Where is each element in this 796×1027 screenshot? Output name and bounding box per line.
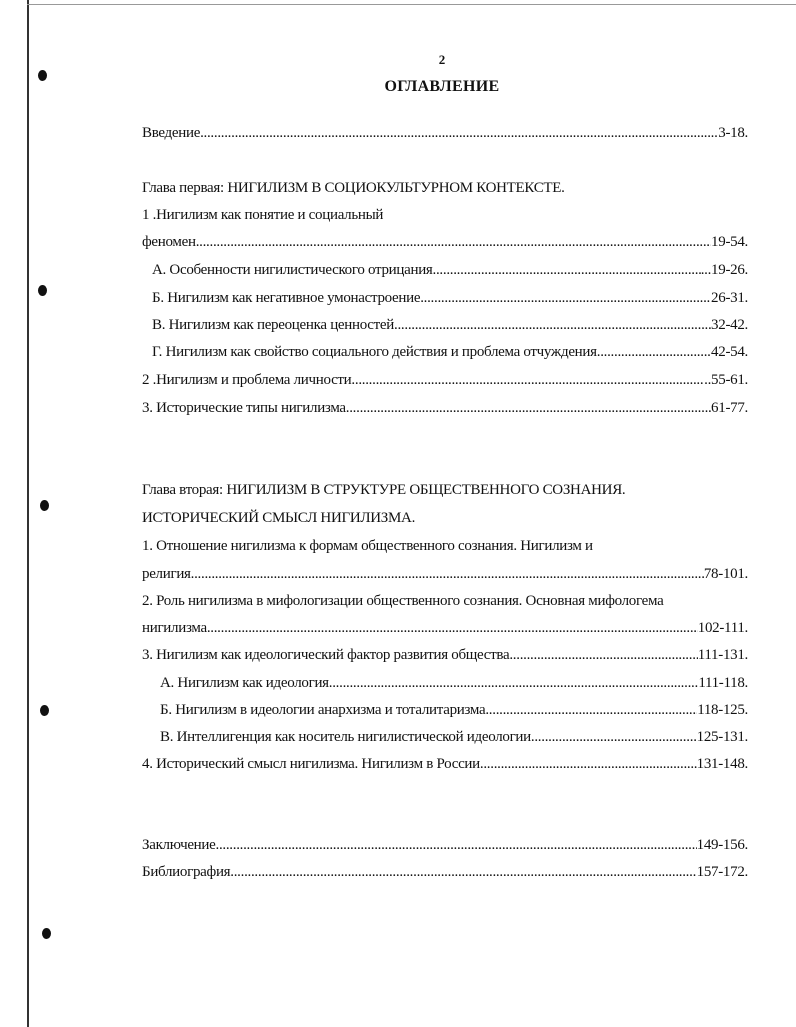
toc-label: А. Нигилизм как идеология <box>160 675 329 691</box>
toc-pages: 102-111. <box>697 620 748 636</box>
toc-entry <box>142 645 748 665</box>
chapter-heading: ИСТОРИЧЕСКИЙ СМЫСЛ НИГИЛИЗМА. <box>142 510 416 526</box>
toc-label: Библиография <box>142 864 231 880</box>
toc-label: Введение <box>142 125 201 141</box>
scan-mark <box>40 705 49 716</box>
toc-entry <box>142 754 748 774</box>
toc-label: 1 .Нигилизм как понятие и социальный <box>142 207 384 223</box>
toc-label: Б. Нигилизм как негативное умонастроение <box>152 290 421 306</box>
toc-pages: 131-148. <box>696 756 748 772</box>
scan-mark <box>40 500 49 511</box>
toc-pages: 149-156. <box>696 837 748 853</box>
toc-pages: 157-172. <box>696 864 748 880</box>
toc-pages: 42-54. <box>711 344 748 360</box>
toc-entry <box>142 232 748 252</box>
page-edge <box>27 0 29 1027</box>
toc-label: Заключение <box>142 837 216 853</box>
toc-pages: 118-125. <box>697 702 748 718</box>
toc-entry <box>160 727 748 747</box>
toc-entry <box>142 835 748 855</box>
toc-entry <box>142 123 748 143</box>
toc-entry <box>152 288 748 308</box>
toc-pages: 61-77. <box>711 400 748 416</box>
toc-entry <box>142 370 748 390</box>
toc-pages: 78-101. <box>703 566 748 582</box>
toc-label: В. Нигилизм как переоценка ценностей <box>152 317 395 333</box>
toc-pages: ...19-26. <box>700 262 748 278</box>
page-number: 2 <box>438 52 446 67</box>
toc-label: 2 .Нигилизм и проблема личности <box>142 372 352 388</box>
toc-label: феномен <box>142 234 196 250</box>
scan-mark <box>42 928 51 939</box>
toc-entry <box>160 673 748 693</box>
toc-pages: ..55-61. <box>704 372 748 388</box>
page-edge-top <box>27 4 796 5</box>
toc-entry <box>142 398 748 418</box>
toc-label: Г. Нигилизм как свойство социального действия и проблема отчуждения <box>152 344 597 360</box>
toc-label: 2. Роль нигилизма в мифологизации общественного сознания. Основная мифологема <box>142 593 664 609</box>
toc-pages: 32-42. <box>711 317 748 333</box>
scan-mark <box>38 285 47 296</box>
toc-pages: 19-54. <box>711 234 748 250</box>
page-title: ОГЛАВЛЕНИЕ <box>384 78 500 95</box>
toc-label: 1. Отношение нигилизма к формам общественного сознания. Нигилизм и <box>142 538 593 554</box>
toc-pages: 26-31. <box>711 290 748 306</box>
toc-entry <box>152 260 748 280</box>
toc-label: 3. Нигилизм как идеологический фактор развития общества <box>142 647 510 663</box>
toc-entry <box>152 315 748 335</box>
chapter-heading: Глава вторая: НИГИЛИЗМ В СТРУКТУРЕ ОБЩЕСТВЕННОГО СОЗНАНИЯ. <box>142 482 626 498</box>
toc-pages: ...125-131. <box>686 729 748 745</box>
toc-label: А. Особенности нигилистического отрицания <box>152 262 433 278</box>
toc-label: 4. Исторический смысл нигилизма. Нигилизм в России <box>142 756 480 772</box>
toc-entry <box>142 618 748 638</box>
toc-pages: 111-118. <box>698 675 748 691</box>
toc-label: В. Интеллигенция как носитель нигилистической идеологии. <box>160 729 535 745</box>
toc-label: Б. Нигилизм в идеологии анархизма и тоталитаризма <box>160 702 486 718</box>
toc-entry <box>152 342 748 362</box>
toc-entry <box>142 862 748 882</box>
toc-pages: 3-18. <box>718 125 748 141</box>
toc-pages: 111-131. <box>697 647 748 663</box>
toc-entry <box>160 700 748 720</box>
toc-label: 3. Исторические типы нигилизма <box>142 400 346 416</box>
toc-entry <box>142 564 748 584</box>
toc-label: нигилизма <box>142 620 207 636</box>
toc-label: религия <box>142 566 191 582</box>
chapter-heading: Глава первая: НИГИЛИЗМ В СОЦИОКУЛЬТУРНОМ КОНТЕКСТЕ. <box>142 180 565 196</box>
